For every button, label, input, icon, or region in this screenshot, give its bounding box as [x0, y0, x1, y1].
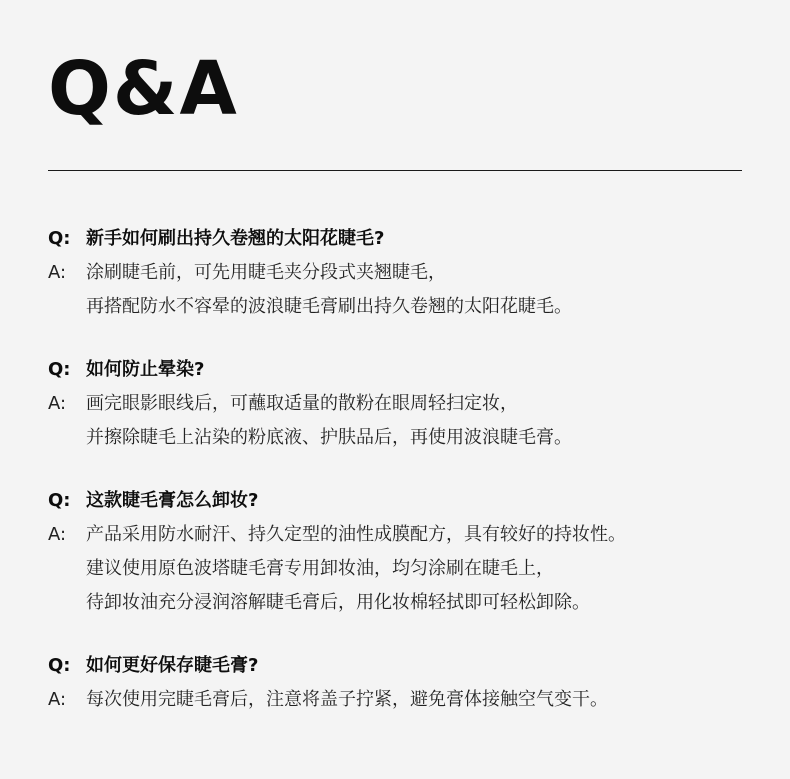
faq-item	[48, 222, 758, 324]
faq-answer	[48, 387, 758, 421]
faq-question	[48, 484, 758, 518]
faq-item	[48, 353, 758, 455]
faq-list	[48, 222, 758, 746]
answer-text: 每次使用完睫毛膏后，注意将盖子拧紧，避免膏体接触空气变干。	[86, 689, 608, 710]
title-divider	[48, 170, 742, 171]
question-text: 如何防止晕染?	[86, 359, 205, 380]
faq-question	[48, 222, 758, 256]
answer-text: 再搭配防水不容晕的波浪睫毛膏刷出持久卷翘的太阳花睫毛。	[86, 296, 572, 317]
faq-item	[48, 649, 758, 717]
answer-prefix: A:	[48, 524, 67, 545]
question-text: 新手如何刷出持久卷翘的太阳花睫毛?	[86, 228, 385, 249]
faq-item	[48, 484, 758, 620]
question-prefix: Q:	[48, 655, 71, 676]
question-prefix: Q:	[48, 228, 71, 249]
answer-text: 待卸妆油充分浸润溶解睫毛膏后，用化妆棉轻拭即可轻松卸除。	[86, 592, 590, 613]
answer-text: 建议使用原色波塔睫毛膏专用卸妆油，均匀涂刷在睫毛上，	[86, 558, 554, 579]
question-text: 如何更好保存睫毛膏?	[86, 655, 259, 676]
question-text: 这款睫毛膏怎么卸妆?	[86, 490, 259, 511]
answer-text: 并擦除睫毛上沾染的粉底液、护肤品后，再使用波浪睫毛膏。	[86, 427, 572, 448]
answer-prefix: A:	[48, 393, 67, 414]
question-prefix: Q:	[48, 359, 71, 380]
answer-text: 画完眼影眼线后，可蘸取适量的散粉在眼周轻扫定妆，	[86, 393, 518, 414]
faq-question	[48, 353, 758, 387]
faq-answer	[48, 256, 758, 290]
answer-prefix: A:	[48, 689, 67, 710]
page-title: Q&A	[48, 46, 239, 132]
question-prefix: Q:	[48, 490, 71, 511]
answer-prefix: A:	[48, 262, 67, 283]
faq-question	[48, 649, 758, 683]
faq-answer	[48, 518, 758, 552]
answer-text: 产品采用防水耐汗、持久定型的油性成膜配方，具有较好的持妆性。	[86, 524, 626, 545]
answer-text: 涂刷睫毛前，可先用睫毛夹分段式夹翘睫毛，	[86, 262, 446, 283]
faq-answer	[48, 683, 758, 717]
